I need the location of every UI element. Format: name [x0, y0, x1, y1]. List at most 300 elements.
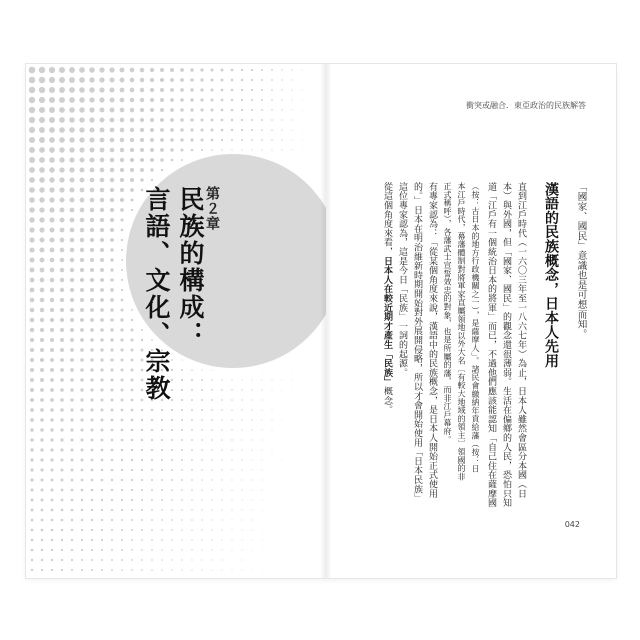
- halftone-dot: [282, 450, 283, 451]
- halftone-dot: [120, 208, 124, 212]
- halftone-dot: [61, 499, 64, 502]
- halftone-dot: [50, 258, 55, 263]
- halftone-dot: [120, 118, 125, 123]
- halftone-dot: [110, 238, 114, 242]
- halftone-dot: [120, 198, 124, 202]
- body-column-10-bold: 日本人在較近期才產生「民族」: [382, 256, 392, 387]
- halftone-dot: [39, 217, 44, 222]
- book-spread: [26, 64, 616, 578]
- halftone-dot: [141, 539, 143, 541]
- halftone-dot: [151, 489, 153, 491]
- halftone-dot: [69, 97, 75, 103]
- halftone-dot: [151, 179, 153, 181]
- halftone-dot: [79, 127, 84, 132]
- halftone-dot: [100, 178, 105, 183]
- halftone-dot: [59, 197, 64, 202]
- halftone-dot: [231, 429, 232, 430]
- halftone-dot: [131, 209, 133, 211]
- halftone-dot: [50, 248, 55, 253]
- halftone-dot: [171, 549, 173, 551]
- halftone-dot: [160, 118, 164, 122]
- halftone-dot: [302, 160, 303, 161]
- halftone-dot: [130, 178, 134, 182]
- halftone-dot: [191, 399, 193, 401]
- halftone-dot: [50, 468, 53, 471]
- halftone-dot: [181, 479, 183, 481]
- halftone-dot: [79, 107, 84, 112]
- halftone-dot: [231, 469, 232, 470]
- halftone-dot: [191, 479, 193, 481]
- halftone-dot: [281, 109, 282, 110]
- halftone-dot: [60, 238, 65, 243]
- halftone-dot: [261, 139, 263, 141]
- halftone-dot: [91, 469, 94, 472]
- halftone-dot: [181, 439, 183, 441]
- halftone-dot: [59, 177, 64, 182]
- halftone-dot: [211, 449, 213, 451]
- halftone-dot: [272, 480, 273, 481]
- halftone-dot: [282, 430, 283, 431]
- halftone-dot: [100, 268, 104, 272]
- halftone-dot: [291, 99, 292, 100]
- halftone-dot: [131, 479, 133, 481]
- halftone-dot: [70, 408, 73, 411]
- halftone-dot: [191, 409, 193, 411]
- halftone-dot: [221, 489, 222, 490]
- halftone-dot: [292, 380, 293, 381]
- halftone-dot: [51, 479, 54, 482]
- halftone-dot: [241, 139, 243, 141]
- halftone-dot: [221, 139, 223, 141]
- halftone-dot: [131, 319, 133, 321]
- halftone-dot: [252, 530, 253, 531]
- halftone-dot: [130, 168, 134, 172]
- halftone-dot: [71, 569, 73, 571]
- halftone-dot: [91, 439, 94, 442]
- halftone-dot: [40, 318, 44, 322]
- halftone-dot: [41, 519, 44, 522]
- halftone-dot: [221, 559, 222, 560]
- halftone-dot: [211, 439, 213, 441]
- halftone-dot: [231, 69, 234, 72]
- halftone-dot: [181, 509, 183, 511]
- halftone-dot: [29, 87, 35, 93]
- halftone-dot: [271, 129, 273, 131]
- halftone-dot: [70, 288, 74, 292]
- halftone-dot: [150, 78, 154, 82]
- body-column-2: 本）與外國，但「國家、國民」的觀念還很薄弱。生活在偏鄉的人民，恐怕只知: [501, 182, 511, 508]
- body-column-6: 正式稱呼），各藩武士宣誓效忠的對象，也是所屬的藩，而非江戶幕府。: [443, 182, 452, 444]
- halftone-dot: [121, 249, 123, 251]
- halftone-dot: [51, 569, 53, 571]
- halftone-dot: [161, 489, 163, 491]
- halftone-dot: [272, 420, 273, 421]
- halftone-dot: [121, 409, 124, 412]
- halftone-dot: [69, 117, 75, 123]
- halftone-dot: [110, 328, 113, 331]
- halftone-dot: [80, 248, 84, 252]
- halftone-dot: [281, 149, 282, 150]
- halftone-dot: [141, 449, 143, 451]
- halftone-dot: [211, 499, 212, 500]
- halftone-dot: [110, 98, 115, 103]
- halftone-dot: [271, 69, 273, 71]
- halftone-dot: [181, 369, 183, 371]
- halftone-dot: [61, 489, 64, 492]
- halftone-dot: [70, 398, 73, 401]
- halftone-dot: [41, 539, 44, 542]
- halftone-dot: [70, 228, 75, 233]
- halftone-dot: [302, 150, 303, 151]
- halftone-dot: [120, 88, 125, 93]
- halftone-dot: [50, 428, 53, 431]
- halftone-dot: [141, 439, 143, 441]
- halftone-dot: [161, 539, 163, 541]
- halftone-dot: [261, 119, 263, 121]
- halftone-dot: [51, 549, 53, 551]
- halftone-dot: [79, 77, 85, 83]
- halftone-dot: [41, 549, 44, 552]
- halftone-dot: [111, 509, 113, 511]
- halftone-dot: [71, 509, 74, 512]
- halftone-dot: [40, 478, 43, 481]
- halftone-dot: [281, 129, 282, 130]
- halftone-dot: [160, 88, 164, 92]
- halftone-dot: [211, 569, 212, 570]
- halftone-dot: [161, 169, 163, 171]
- halftone-dot: [291, 89, 292, 90]
- halftone-dot: [160, 158, 164, 162]
- halftone-dot: [80, 228, 85, 233]
- halftone-dot: [211, 559, 212, 560]
- halftone-dot: [49, 197, 54, 202]
- halftone-dot: [91, 539, 93, 541]
- halftone-dot: [101, 549, 103, 551]
- halftone-dot: [79, 137, 84, 142]
- halftone-dot: [131, 569, 133, 571]
- halftone-dot: [241, 429, 242, 430]
- halftone-dot: [171, 419, 173, 421]
- halftone-dot: [89, 107, 94, 112]
- halftone-dot: [131, 379, 134, 382]
- halftone-dot: [69, 127, 74, 132]
- halftone-dot: [101, 489, 103, 491]
- halftone-dot: [302, 120, 303, 121]
- halftone-dot: [61, 559, 63, 561]
- halftone-dot: [51, 519, 54, 522]
- halftone-dot: [110, 188, 114, 192]
- halftone-dot: [151, 469, 153, 471]
- halftone-dot: [50, 368, 54, 372]
- halftone-dot: [261, 109, 263, 111]
- halftone-dot: [40, 448, 43, 451]
- halftone-dot: [29, 257, 34, 262]
- halftone-dot: [282, 460, 283, 461]
- halftone-dot: [40, 328, 44, 332]
- halftone-dot: [211, 99, 214, 102]
- halftone-dot: [201, 369, 202, 370]
- right-page: [326, 64, 616, 578]
- halftone-dot: [100, 138, 105, 143]
- halftone-dot: [150, 88, 154, 92]
- halftone-dot: [120, 338, 123, 341]
- halftone-dot: [150, 148, 154, 152]
- halftone-dot: [161, 449, 163, 451]
- halftone-dot: [49, 147, 55, 153]
- halftone-dot: [211, 369, 212, 370]
- halftone-dot: [39, 237, 44, 242]
- halftone-dot: [130, 138, 134, 142]
- halftone-dot: [51, 539, 54, 542]
- halftone-dot: [100, 198, 104, 202]
- halftone-dot: [252, 510, 253, 511]
- halftone-dot: [120, 188, 124, 192]
- halftone-dot: [91, 479, 94, 482]
- halftone-dot: [201, 499, 203, 501]
- halftone-dot: [49, 177, 54, 182]
- halftone-dot: [121, 489, 123, 491]
- halftone-dot: [201, 429, 203, 431]
- halftone-dot: [101, 509, 103, 511]
- halftone-dot: [282, 410, 283, 411]
- halftone-dot: [70, 218, 75, 223]
- halftone-dot: [59, 137, 65, 143]
- halftone-dot: [50, 288, 55, 293]
- halftone-dot: [61, 539, 63, 541]
- halftone-dot: [70, 438, 73, 441]
- halftone-dot: [59, 127, 65, 133]
- halftone-dot: [181, 489, 183, 491]
- halftone-dot: [50, 318, 54, 322]
- halftone-dot: [91, 459, 94, 462]
- halftone-dot: [161, 429, 163, 431]
- halftone-dot: [79, 97, 85, 103]
- halftone-dot: [160, 138, 164, 142]
- halftone-dot: [50, 338, 54, 342]
- halftone-dot: [161, 549, 163, 551]
- halftone-dot: [251, 469, 252, 470]
- halftone-dot: [160, 148, 164, 152]
- halftone-dot: [90, 208, 95, 213]
- halftone-dot: [221, 119, 224, 122]
- halftone-dot: [211, 109, 214, 112]
- halftone-dot: [211, 489, 212, 490]
- halftone-dot: [49, 107, 55, 113]
- halftone-dot: [221, 79, 224, 82]
- halftone-dot: [111, 539, 113, 541]
- halftone-dot: [80, 278, 84, 282]
- halftone-dot: [90, 248, 94, 252]
- halftone-dot: [49, 157, 55, 163]
- halftone-dot: [282, 440, 283, 441]
- halftone-dot: [121, 449, 124, 452]
- halftone-dot: [151, 569, 153, 571]
- halftone-dot: [50, 328, 54, 332]
- halftone-dot: [241, 449, 242, 450]
- halftone-dot: [50, 408, 54, 412]
- halftone-dot: [50, 398, 54, 402]
- halftone-dot: [211, 389, 213, 391]
- halftone-dot: [291, 79, 292, 80]
- halftone-dot: [231, 139, 233, 141]
- halftone-dot: [131, 369, 134, 372]
- halftone-dot: [30, 458, 33, 461]
- halftone-dot: [110, 178, 114, 182]
- halftone-dot: [241, 489, 242, 490]
- halftone-dot: [131, 539, 133, 541]
- halftone-dot: [60, 368, 64, 372]
- halftone-dot: [110, 128, 115, 133]
- halftone-dot: [69, 147, 74, 152]
- halftone-dot: [221, 569, 222, 570]
- halftone-dot: [70, 188, 75, 193]
- halftone-dot: [241, 469, 242, 470]
- halftone-dot: [282, 420, 283, 421]
- halftone-dot: [130, 188, 134, 192]
- halftone-dot: [191, 389, 193, 391]
- halftone-dot: [61, 549, 63, 551]
- halftone-dot: [70, 428, 73, 431]
- halftone-dot: [99, 107, 104, 112]
- halftone-dot: [50, 418, 53, 421]
- halftone-dot: [221, 459, 222, 460]
- halftone-dot: [131, 359, 134, 362]
- halftone-dot: [262, 510, 263, 511]
- halftone-dot: [262, 540, 263, 541]
- halftone-dot: [90, 408, 93, 411]
- halftone-dot: [120, 148, 124, 152]
- halftone-dot: [130, 98, 135, 103]
- halftone-dot: [29, 97, 35, 103]
- halftone-dot: [261, 429, 262, 430]
- halftone-dot: [180, 108, 184, 112]
- halftone-dot: [190, 118, 193, 121]
- halftone-dot: [251, 449, 252, 450]
- halftone-dot: [200, 68, 203, 71]
- halftone-dot: [30, 468, 33, 471]
- halftone-dot: [181, 469, 183, 471]
- halftone-dot: [211, 419, 213, 421]
- halftone-dot: [261, 149, 262, 150]
- halftone-dot: [80, 218, 85, 223]
- halftone-dot: [39, 177, 45, 183]
- halftone-dot: [91, 429, 94, 432]
- halftone-dot: [191, 439, 193, 441]
- halftone-dot: [151, 559, 153, 561]
- chapter-label: 第２章: [204, 186, 220, 231]
- halftone-dot: [231, 529, 232, 530]
- left-page: [26, 64, 326, 578]
- halftone-dot: [252, 570, 253, 571]
- halftone-dot: [271, 79, 273, 81]
- halftone-dot: [171, 159, 174, 162]
- halftone-dot: [241, 499, 242, 500]
- halftone-dot: [282, 160, 283, 161]
- halftone-dot: [39, 97, 45, 103]
- halftone-dot: [110, 118, 115, 123]
- halftone-dot: [101, 569, 103, 571]
- halftone-dot: [130, 198, 133, 201]
- halftone-dot: [39, 67, 45, 73]
- halftone-dot: [100, 228, 104, 232]
- halftone-dot: [120, 168, 124, 172]
- halftone-dot: [201, 419, 203, 421]
- halftone-dot: [100, 398, 103, 401]
- halftone-dot: [90, 288, 94, 292]
- halftone-dot: [39, 167, 45, 173]
- halftone-dot: [210, 68, 213, 71]
- halftone-dot: [90, 378, 93, 381]
- body-column-1: 直到江戶時代（一六〇三年至一八六七年）為止，日本人雖然會區分本國（日: [516, 182, 526, 499]
- halftone-dot: [211, 539, 212, 540]
- halftone-dot: [201, 559, 202, 560]
- halftone-dot: [111, 459, 114, 462]
- halftone-dot: [231, 149, 232, 150]
- halftone-dot: [141, 489, 143, 491]
- halftone-dot: [90, 178, 95, 183]
- halftone-dot: [292, 390, 293, 391]
- halftone-dot: [171, 459, 173, 461]
- halftone-dot: [60, 268, 65, 273]
- halftone-dot: [221, 419, 223, 421]
- halftone-dot: [291, 129, 292, 130]
- halftone-dot: [79, 157, 84, 162]
- halftone-dot: [31, 529, 34, 532]
- halftone-dot: [69, 87, 75, 93]
- halftone-dot: [131, 529, 133, 531]
- halftone-dot: [221, 389, 223, 391]
- halftone-dot: [110, 358, 113, 361]
- halftone-dot: [150, 138, 154, 142]
- halftone-dot: [111, 469, 114, 472]
- halftone-dot: [180, 98, 184, 102]
- halftone-dot: [121, 289, 123, 291]
- halftone-dot: [31, 499, 34, 502]
- halftone-dot: [160, 128, 164, 132]
- halftone-dot: [201, 389, 203, 391]
- halftone-dot: [232, 570, 233, 571]
- halftone-dot: [121, 479, 123, 481]
- halftone-dot: [80, 268, 84, 272]
- halftone-dot: [61, 529, 64, 532]
- halftone-dot: [150, 108, 154, 112]
- halftone-dot: [29, 207, 34, 212]
- halftone-dot: [40, 398, 44, 402]
- halftone-dot: [121, 539, 123, 541]
- halftone-dot: [60, 378, 64, 382]
- halftone-dot: [30, 338, 34, 342]
- halftone-dot: [90, 358, 93, 361]
- halftone-dot: [181, 539, 183, 541]
- halftone-dot: [262, 460, 263, 461]
- halftone-dot: [100, 388, 103, 391]
- halftone-dot: [141, 499, 143, 501]
- halftone-dot: [121, 259, 123, 261]
- halftone-dot: [161, 559, 163, 561]
- halftone-dot: [221, 529, 222, 530]
- halftone-dot: [291, 139, 292, 140]
- halftone-dot: [60, 388, 64, 392]
- halftone-dot: [111, 559, 113, 561]
- halftone-dot: [40, 288, 45, 293]
- halftone-dot: [191, 419, 193, 421]
- halftone-dot: [59, 97, 65, 103]
- halftone-dot: [121, 499, 123, 501]
- halftone-dot: [41, 529, 44, 532]
- halftone-dot: [90, 368, 93, 371]
- halftone-dot: [70, 278, 74, 282]
- halftone-dot: [161, 499, 163, 501]
